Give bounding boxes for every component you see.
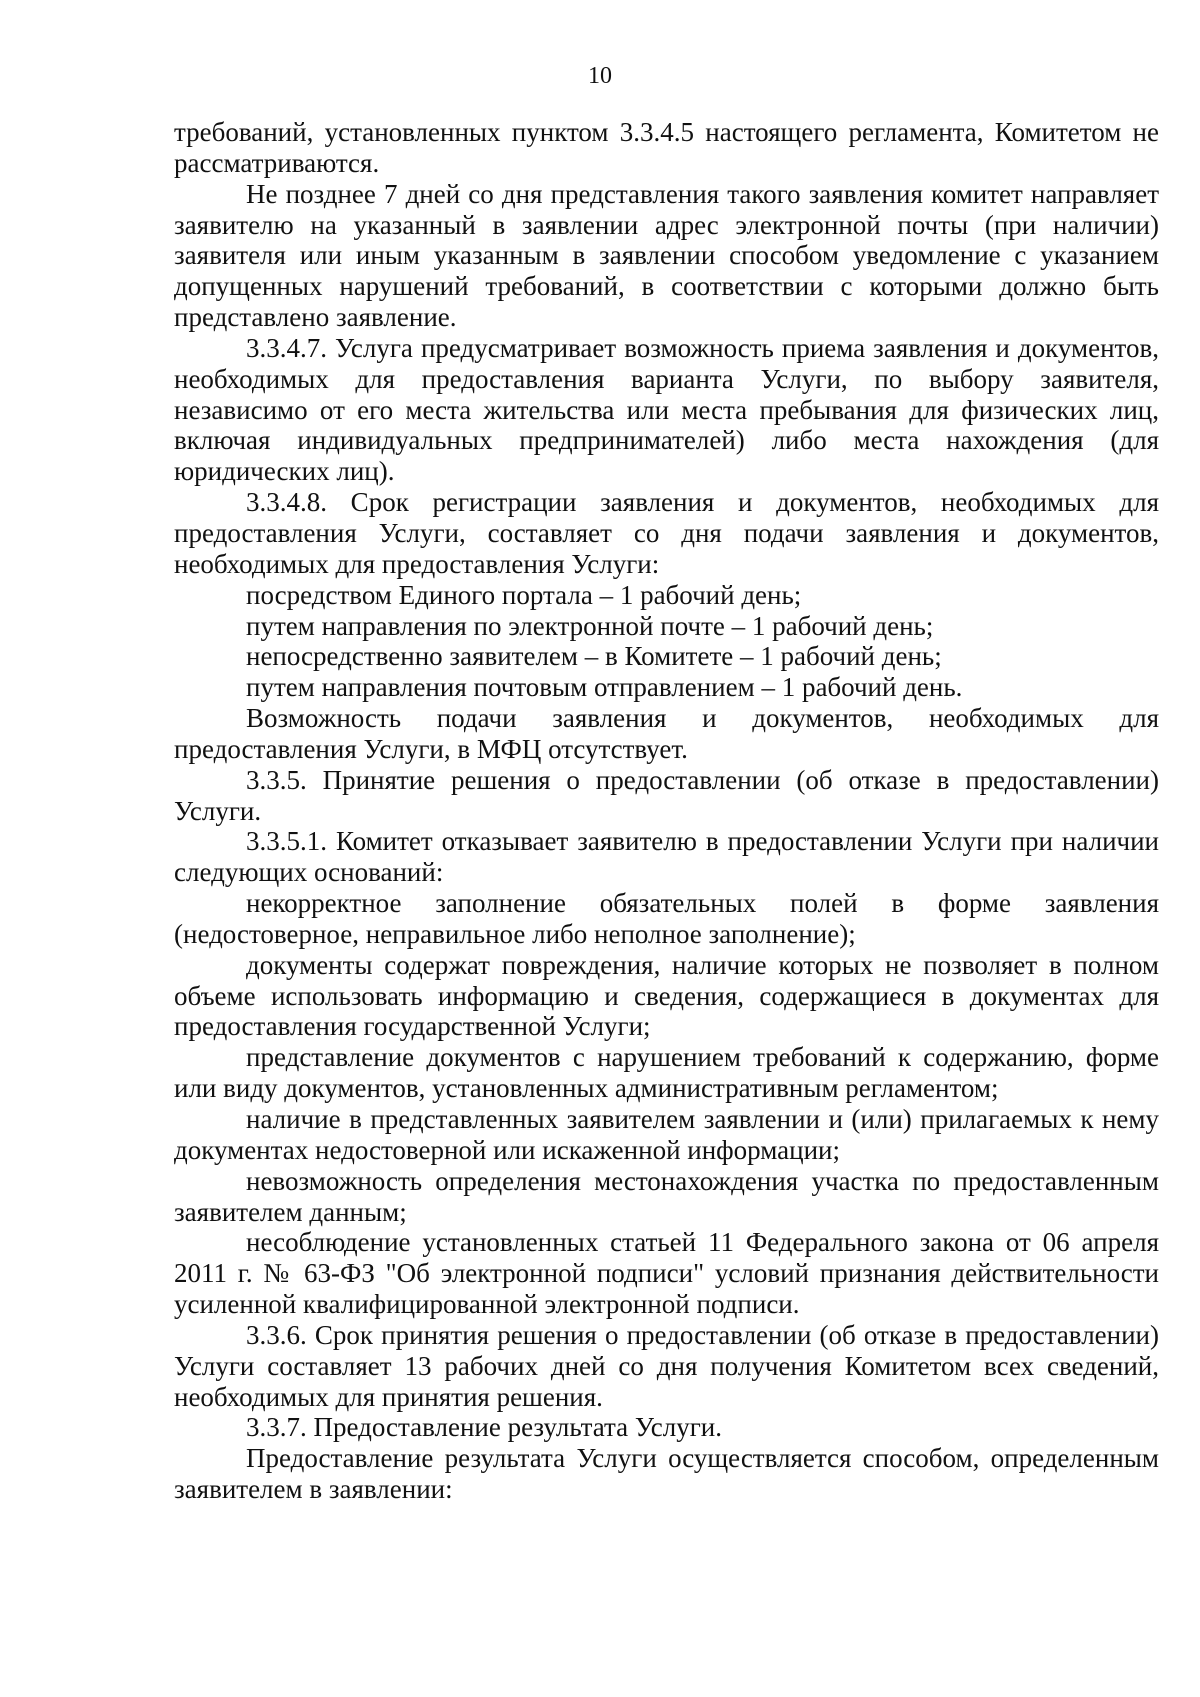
paragraph-1: требований, установленных пунктом 3.3.4.5 настоящего регламента, Комитетом не рассматриваются. — [174, 117, 1159, 178]
paragraph-6: путем направления по электронной почте – 1 рабочий день; — [246, 610, 934, 641]
paragraph-8: путем направления почтовым отправлением – 1 рабочий день. — [246, 672, 963, 703]
paragraph-11: 3.3.5.1. Комитет отказывает заявителю в предоставлении Услуги при наличии следующих оснований: — [174, 826, 1159, 888]
paragraph-19: 3.3.7. Предоставление результата Услуги. — [246, 1412, 722, 1443]
paragraph-2: Не позднее 7 дней со дня представления такого заявления комитет направляет заявителю на указанный в заявлении адрес электронной почты (при наличии) заявителя или иным указанным в заявлении способом уведомление с указанием допущенных нарушений требований, в соответствии с которыми должно быть представлено заявление. — [174, 178, 1159, 333]
document-body — [174, 117, 1159, 1505]
paragraph-18: 3.3.6. Срок принятия решения о предоставлении (об отказе в предоставлении) Услуги составляет 13 рабочих дней со дня получения Комитетом всех сведений, необходимых для принятия решения. — [174, 1319, 1159, 1412]
paragraph-3: 3.3.4.7. Услуга предусматривает возможность приема заявления и документов, необходимых для предоставления варианта Услуги, по выбору заявителя, независимо от его места жительства или места пребывания для физических лиц, включая индивидуальных предпринимателей) либо места нахождения (для юридических лиц). — [174, 332, 1159, 487]
paragraph-14: представление документов с нарушением требований к содержанию, форме или виду документов, установленных административным регламентом; — [174, 1042, 1159, 1104]
paragraph-20: Предоставление результата Услуги осуществляется способом, определенным заявителем в заявлении: — [174, 1443, 1159, 1505]
paragraph-16: невозможность определения местонахождения участка по предоставленным заявителем данным; — [174, 1165, 1159, 1227]
paragraph-13: документы содержат повреждения, наличие которых не позволяет в полном объеме использовать информацию и сведения, содержащиеся в документах для предоставления государственной Услуги; — [174, 949, 1159, 1042]
paragraph-17: несоблюдение установленных статьей 11 Федерального закона от 06 апреля 2011 г. № 63-ФЗ "Об электронной подписи" условий признания действительности усиленной квалифицированной электронной подписи. — [174, 1227, 1159, 1320]
paragraph-7: непосредственно заявителем – в Комитете – 1 рабочий день; — [246, 641, 942, 672]
page-number: 10 — [588, 63, 612, 89]
paragraph-12: некорректное заполнение обязательных полей в форме заявления (недостоверное, неправильное либо неполное заполнение); — [174, 888, 1159, 949]
paragraph-4: 3.3.4.8. Срок регистрации заявления и документов, необходимых для предоставления Услуги, составляет со дня подачи заявления и документов, необходимых для предоставления Услуги: — [174, 487, 1159, 579]
paragraph-5: посредством Единого портала – 1 рабочий день; — [246, 579, 802, 610]
paragraph-15: наличие в представленных заявителем заявлении и (или) прилагаемых к нему документах недостоверной или искаженной информации; — [174, 1104, 1159, 1165]
paragraph-10: 3.3.5. Принятие решения о предоставлении (об отказе в предоставлении) Услуги. — [174, 764, 1159, 826]
paragraph-9: Возможность подачи заявления и документов, необходимых для предоставления Услуги, в МФЦ отсутствует. — [174, 703, 1159, 764]
